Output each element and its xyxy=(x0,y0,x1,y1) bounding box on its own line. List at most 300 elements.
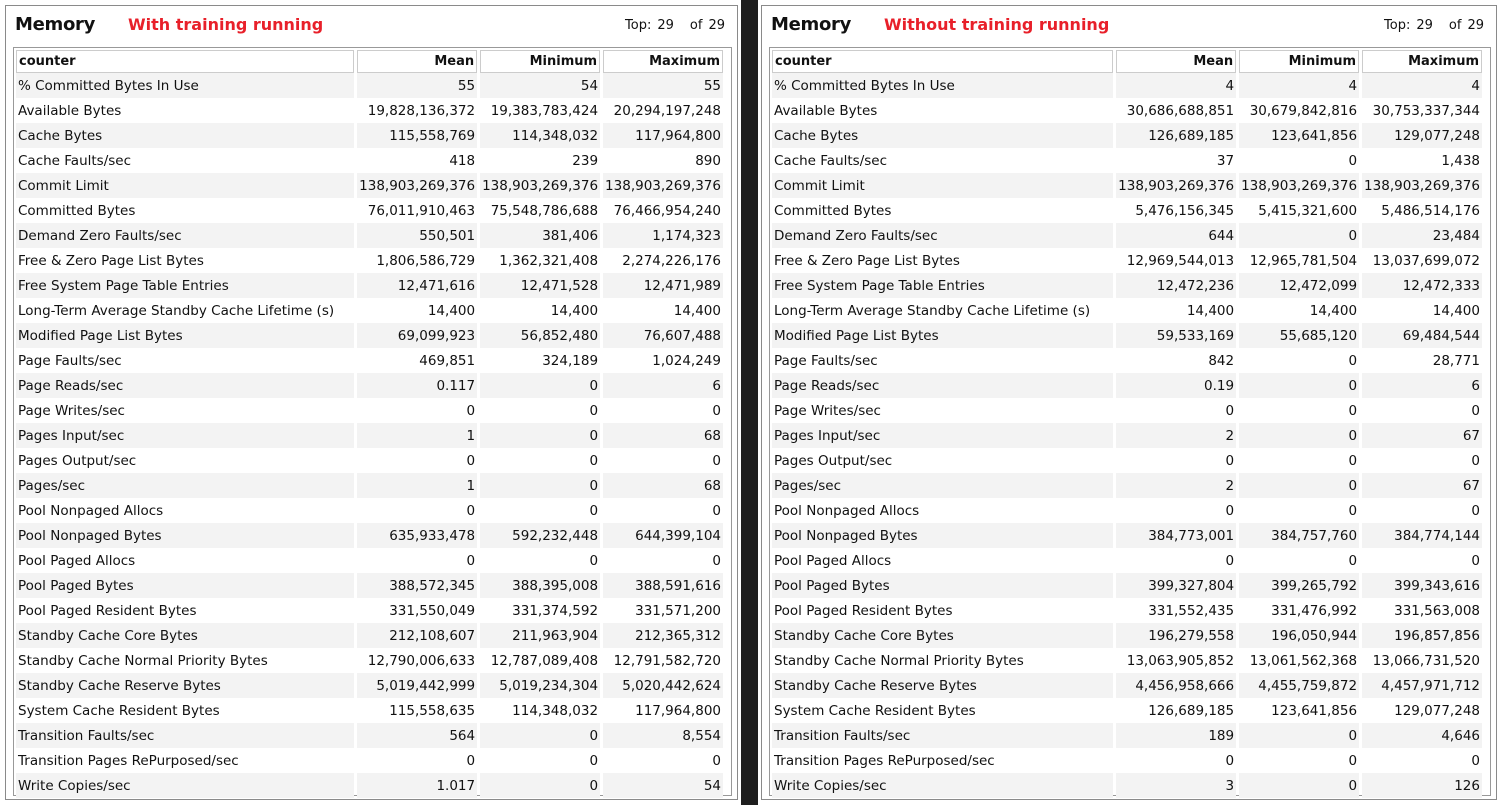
cell-counter: Write Copies/sec xyxy=(772,773,1113,798)
column-header-mean[interactable]: Mean xyxy=(357,50,477,73)
cell-counter: Page Reads/sec xyxy=(772,373,1113,398)
cell-minimum: 0 xyxy=(480,423,600,448)
cell-counter: Pool Paged Allocs xyxy=(774,552,892,569)
cell-counter: Committed Bytes xyxy=(774,202,892,219)
cell-minimum: 399,265,792 xyxy=(1239,573,1359,598)
table-row[interactable] xyxy=(772,423,1482,448)
cell-minimum: 4 xyxy=(1239,73,1359,98)
cell-counter: System Cache Resident Bytes xyxy=(18,702,220,719)
cell-mean: 5,476,156,345 xyxy=(1135,202,1235,219)
table-row[interactable] xyxy=(772,673,1482,698)
cell-mean: 0.117 xyxy=(357,373,477,398)
cell-counter: Free System Page Table Entries xyxy=(772,273,1113,298)
cell-counter: Available Bytes xyxy=(18,102,122,119)
cell-counter: Standby Cache Reserve Bytes xyxy=(16,673,354,698)
cell-minimum: 331,374,592 xyxy=(512,602,599,619)
cell-minimum: 0 xyxy=(1239,423,1359,448)
cell-minimum: 14,400 xyxy=(550,302,599,319)
table-row[interactable] xyxy=(16,198,723,223)
table-row[interactable] xyxy=(772,473,1482,498)
cell-mean: 0 xyxy=(466,502,476,519)
cell-minimum: 5,019,234,304 xyxy=(480,673,600,698)
cell-mean: 399,327,804 xyxy=(1116,573,1236,598)
cell-counter: Free System Page Table Entries xyxy=(16,273,354,298)
table-row[interactable] xyxy=(16,98,723,123)
cell-minimum: 19,383,783,424 xyxy=(490,102,599,119)
cell-minimum: 5,415,321,600 xyxy=(1258,202,1358,219)
cell-mean: 635,933,478 xyxy=(357,523,477,548)
table-row[interactable] xyxy=(16,73,723,98)
cell-mean: 76,011,910,463 xyxy=(367,202,476,219)
cell-counter: Modified Page List Bytes xyxy=(16,323,354,348)
cell-mean: 388,572,345 xyxy=(357,573,477,598)
cell-counter: Standby Cache Core Bytes xyxy=(772,623,1113,648)
cell-mean: 331,552,435 xyxy=(1148,602,1235,619)
cell-maximum: 1,024,249 xyxy=(652,352,721,369)
cell-mean: 418 xyxy=(449,152,476,169)
table-row[interactable] xyxy=(772,298,1482,323)
cell-counter: Write Copies/sec xyxy=(16,773,354,798)
cell-counter: Standby Cache Normal Priority Bytes xyxy=(774,652,1024,669)
cell-maximum: 0 xyxy=(1471,502,1480,519)
cell-maximum: 4,457,971,712 xyxy=(1362,673,1482,698)
panel-annotation: With training running xyxy=(128,15,324,34)
cell-minimum: 388,395,008 xyxy=(480,573,600,598)
table-row[interactable] xyxy=(16,598,723,623)
strip-line xyxy=(741,625,758,650)
cell-mean: 12,969,544,013 xyxy=(1126,252,1235,269)
cell-maximum: 0 xyxy=(712,402,721,419)
cell-maximum: 67 xyxy=(1362,473,1482,498)
table-row[interactable] xyxy=(16,348,723,373)
cell-counter: Cache Faults/sec xyxy=(774,152,888,169)
cell-counter: Demand Zero Faults/sec xyxy=(16,223,354,248)
table-row[interactable] xyxy=(16,248,723,273)
cell-mean: 189 xyxy=(1116,723,1236,748)
strip-line xyxy=(741,175,758,200)
cell-minimum: 0 xyxy=(480,373,600,398)
table-row[interactable] xyxy=(772,548,1482,573)
cell-minimum: 12,965,781,504 xyxy=(1249,252,1358,269)
cell-maximum: 0 xyxy=(1471,752,1480,769)
cell-mean: 644 xyxy=(1116,223,1236,248)
table-row[interactable] xyxy=(16,498,723,523)
table-row[interactable] xyxy=(772,398,1482,423)
cell-maximum: 20,294,197,248 xyxy=(613,102,721,119)
cell-mean: 550,501 xyxy=(357,223,477,248)
table-row[interactable] xyxy=(16,573,723,598)
cell-maximum: 644,399,104 xyxy=(603,523,723,548)
panel-title: Memory xyxy=(771,14,852,35)
cell-counter: Cache Bytes xyxy=(16,123,354,148)
cell-maximum: 5,020,442,624 xyxy=(603,673,723,698)
cell-counter: Page Writes/sec xyxy=(18,402,125,419)
column-header-minimum[interactable]: Minimum xyxy=(1239,50,1359,73)
cell-minimum: 0 xyxy=(1239,473,1359,498)
cell-maximum: 30,753,337,344 xyxy=(1372,102,1480,119)
table-row[interactable] xyxy=(772,373,1482,398)
table-row[interactable] xyxy=(772,698,1482,723)
table-row[interactable] xyxy=(772,348,1482,373)
cell-maximum: 12,791,582,720 xyxy=(613,652,721,669)
cell-maximum: 14,400 xyxy=(673,302,721,319)
cell-counter: Standby Cache Normal Priority Bytes xyxy=(18,652,268,669)
table-row[interactable] xyxy=(16,523,723,548)
strip-line xyxy=(741,500,758,525)
strip-line xyxy=(741,725,758,750)
cell-minimum: 114,348,032 xyxy=(512,702,599,719)
strip-line xyxy=(741,425,758,450)
cell-mean: 12,472,236 xyxy=(1116,273,1236,298)
cell-maximum: 6 xyxy=(1362,373,1482,398)
cell-maximum: 138,903,269,376 xyxy=(1362,173,1482,198)
cell-counter: Cache Faults/sec xyxy=(18,152,132,169)
of-value: 29 xyxy=(708,18,725,33)
table-row[interactable] xyxy=(16,273,723,298)
strip-line xyxy=(741,50,758,75)
cell-maximum: 129,077,248 xyxy=(1362,123,1482,148)
cell-minimum: 0 xyxy=(1348,752,1358,769)
cell-minimum: 0 xyxy=(589,502,599,519)
cell-minimum: 54 xyxy=(480,73,600,98)
cell-mean: 1 xyxy=(357,473,477,498)
cell-maximum: 331,571,200 xyxy=(635,602,721,619)
memory-panel-with-training xyxy=(5,5,738,800)
cell-mean: 196,279,558 xyxy=(1116,623,1236,648)
cell-mean: 14,400 xyxy=(427,302,476,319)
of-label: of xyxy=(1448,18,1462,33)
cell-counter: Page Reads/sec xyxy=(16,373,354,398)
column-header-minimum[interactable]: Minimum xyxy=(480,50,600,73)
column-header-maximum[interactable]: Maximum xyxy=(603,50,723,73)
strip-line xyxy=(741,25,758,50)
strip-line xyxy=(741,275,758,300)
cell-maximum: 117,964,800 xyxy=(635,702,721,719)
strip-line xyxy=(741,350,758,375)
cell-maximum: 55 xyxy=(603,73,723,98)
table-row[interactable] xyxy=(772,748,1482,773)
table-row[interactable] xyxy=(16,673,723,698)
cell-counter: Cache Bytes xyxy=(772,123,1113,148)
cell-counter: System Cache Resident Bytes xyxy=(774,702,976,719)
table-row[interactable] xyxy=(772,598,1482,623)
cell-maximum: 5,486,514,176 xyxy=(1381,202,1480,219)
strip-line xyxy=(741,575,758,600)
cell-counter: Long-Term Average Standby Cache Lifetime (s) xyxy=(774,302,1091,319)
cell-maximum: 68 xyxy=(603,423,723,448)
cell-minimum: 123,641,856 xyxy=(1239,123,1359,148)
table-row[interactable] xyxy=(772,648,1482,673)
cell-maximum: 54 xyxy=(603,773,723,798)
cell-mean: 2 xyxy=(1116,473,1236,498)
cell-mean: 126,689,185 xyxy=(1148,702,1235,719)
cell-counter: Free & Zero Page List Bytes xyxy=(18,252,204,269)
cell-maximum: 129,077,248 xyxy=(1394,702,1480,719)
panel-title: Memory xyxy=(15,14,96,35)
cell-minimum: 0 xyxy=(1348,402,1358,419)
table-row[interactable] xyxy=(772,223,1482,248)
column-header-counter[interactable]: counter xyxy=(772,50,1113,73)
cell-counter: Transition Pages RePurposed/sec xyxy=(774,752,995,769)
cell-mean: 469,851 xyxy=(419,352,476,369)
cell-counter: Pool Paged Bytes xyxy=(772,573,1113,598)
cell-maximum: 890 xyxy=(695,152,721,169)
top-count xyxy=(1378,18,1484,33)
cell-minimum: 0 xyxy=(1239,223,1359,248)
memory-panel-without-training xyxy=(761,5,1497,800)
cell-counter: Available Bytes xyxy=(774,102,878,119)
cell-counter: Page Faults/sec xyxy=(18,352,122,369)
cell-maximum: 28,771 xyxy=(1432,352,1480,369)
cell-mean: 126,689,185 xyxy=(1116,123,1236,148)
cell-mean: 69,099,923 xyxy=(357,323,477,348)
cell-minimum: 138,903,269,376 xyxy=(1239,173,1359,198)
cell-maximum: 212,365,312 xyxy=(603,623,723,648)
table-row[interactable] xyxy=(772,498,1482,523)
table-row[interactable] xyxy=(772,73,1482,98)
cell-mean: 2 xyxy=(1116,423,1236,448)
cell-maximum: 196,857,856 xyxy=(1362,623,1482,648)
cell-minimum: 0 xyxy=(480,773,600,798)
cell-minimum: 114,348,032 xyxy=(480,123,600,148)
cell-counter: Demand Zero Faults/sec xyxy=(772,223,1113,248)
cell-counter: Commit Limit xyxy=(16,173,354,198)
cell-minimum: 56,852,480 xyxy=(480,323,600,348)
cell-minimum: 12,471,528 xyxy=(480,273,600,298)
cell-mean: 0 xyxy=(466,402,476,419)
cell-maximum: 388,591,616 xyxy=(603,573,723,598)
table-row[interactable] xyxy=(772,123,1482,148)
cell-minimum: 239 xyxy=(572,152,599,169)
cell-minimum: 0 xyxy=(589,402,599,419)
cell-mean: 0 xyxy=(466,452,476,469)
cell-maximum: 0 xyxy=(712,552,721,569)
cell-mean: 115,558,769 xyxy=(357,123,477,148)
cell-minimum: 324,189 xyxy=(542,352,599,369)
column-header-counter[interactable]: counter xyxy=(16,50,354,73)
cell-mean: 384,773,001 xyxy=(1116,523,1236,548)
cell-counter: % Committed Bytes In Use xyxy=(16,73,354,98)
cell-maximum: 399,343,616 xyxy=(1362,573,1482,598)
strip-line xyxy=(741,0,758,25)
cell-maximum: 8,554 xyxy=(603,723,723,748)
cell-minimum: 0 xyxy=(480,473,600,498)
cell-counter: Pool Nonpaged Allocs xyxy=(774,502,920,519)
cell-mean: 138,903,269,376 xyxy=(357,173,477,198)
table-row[interactable] xyxy=(16,398,723,423)
cell-maximum: 0 xyxy=(1471,402,1480,419)
cell-minimum: 12,472,099 xyxy=(1239,273,1359,298)
cell-minimum: 123,641,856 xyxy=(1271,702,1358,719)
cell-minimum: 0 xyxy=(1348,502,1358,519)
table-row[interactable] xyxy=(772,273,1482,298)
cell-maximum: 76,607,488 xyxy=(603,323,723,348)
cell-mean: 0 xyxy=(466,552,476,569)
strip-line xyxy=(741,600,758,625)
cell-mean: 37 xyxy=(1216,152,1235,169)
cell-mean: 12,471,616 xyxy=(357,273,477,298)
cell-minimum: 0 xyxy=(1239,373,1359,398)
table-row[interactable] xyxy=(16,373,723,398)
cell-mean: 59,533,169 xyxy=(1116,323,1236,348)
cell-mean: 3 xyxy=(1116,773,1236,798)
table-row[interactable] xyxy=(772,523,1482,548)
strip-line xyxy=(741,550,758,575)
cell-minimum: 0 xyxy=(480,723,600,748)
cell-minimum: 55,685,120 xyxy=(1239,323,1359,348)
cell-maximum: 0 xyxy=(712,752,721,769)
cell-counter: Free & Zero Page List Bytes xyxy=(774,252,960,269)
table-row[interactable] xyxy=(16,773,723,798)
strip-line xyxy=(741,325,758,350)
strip-line xyxy=(741,650,758,675)
cell-maximum: 6 xyxy=(603,373,723,398)
strip-line xyxy=(741,475,758,500)
cell-maximum: 2,274,226,176 xyxy=(622,252,721,269)
table-row[interactable] xyxy=(772,323,1482,348)
cell-mean: 842 xyxy=(1208,352,1235,369)
cell-mean: 115,558,635 xyxy=(389,702,476,719)
column-header-maximum[interactable]: Maximum xyxy=(1362,50,1482,73)
table-row[interactable] xyxy=(16,623,723,648)
cell-maximum: 1,438 xyxy=(1441,152,1480,169)
cell-minimum: 0 xyxy=(1348,152,1358,169)
top-value[interactable]: 29 xyxy=(657,18,674,33)
table-row[interactable] xyxy=(16,123,723,148)
table-row[interactable] xyxy=(772,198,1482,223)
table-row[interactable] xyxy=(16,548,723,573)
cell-maximum: 14,400 xyxy=(1432,302,1480,319)
cell-mean: 564 xyxy=(357,723,477,748)
cell-minimum: 0 xyxy=(1239,723,1359,748)
cell-counter: Pages Output/sec xyxy=(774,452,893,469)
table-row[interactable] xyxy=(772,173,1482,198)
panel-annotation: Without training running xyxy=(884,15,1110,34)
strip-line xyxy=(741,225,758,250)
cell-minimum: 0 xyxy=(589,452,599,469)
cell-counter: Pool Nonpaged Allocs xyxy=(18,502,164,519)
cell-maximum: 126 xyxy=(1362,773,1482,798)
table-row[interactable] xyxy=(16,223,723,248)
cell-minimum: 592,232,448 xyxy=(480,523,600,548)
table-row[interactable] xyxy=(772,723,1482,748)
cell-counter: Pages/sec xyxy=(772,473,1113,498)
table-row[interactable] xyxy=(772,773,1482,798)
strip-line xyxy=(741,375,758,400)
cell-maximum: 0 xyxy=(712,452,721,469)
table-row[interactable] xyxy=(16,648,723,673)
cell-maximum: 68 xyxy=(603,473,723,498)
table-row[interactable] xyxy=(16,298,723,323)
of-value: 29 xyxy=(1467,18,1484,33)
top-value[interactable]: 29 xyxy=(1416,18,1433,33)
cell-counter: Page Faults/sec xyxy=(774,352,878,369)
cell-counter: Pool Paged Resident Bytes xyxy=(18,602,197,619)
cell-counter: Pool Nonpaged Bytes xyxy=(772,523,1113,548)
table-row[interactable] xyxy=(772,448,1482,473)
cell-mean: 212,108,607 xyxy=(357,623,477,648)
cell-maximum: 384,774,144 xyxy=(1362,523,1482,548)
table-row[interactable] xyxy=(772,148,1482,173)
cell-mean: 30,686,688,851 xyxy=(1126,102,1235,119)
cell-mean: 0.19 xyxy=(1116,373,1236,398)
cell-minimum: 196,050,944 xyxy=(1239,623,1359,648)
table-row[interactable] xyxy=(16,448,723,473)
table-row[interactable] xyxy=(772,248,1482,273)
table-row[interactable] xyxy=(772,623,1482,648)
cell-mean: 12,790,006,633 xyxy=(367,652,476,669)
table-row[interactable] xyxy=(772,573,1482,598)
cell-counter: Pages Input/sec xyxy=(772,423,1113,448)
column-header-mean[interactable]: Mean xyxy=(1116,50,1236,73)
cell-minimum: 0 xyxy=(1348,352,1358,369)
top-label: Top: xyxy=(625,18,652,33)
cell-mean: 55 xyxy=(357,73,477,98)
cell-maximum: 0 xyxy=(1471,452,1480,469)
cell-maximum: 4,646 xyxy=(1362,723,1482,748)
cell-minimum: 30,679,842,816 xyxy=(1249,102,1358,119)
cell-mean: 13,063,905,852 xyxy=(1126,652,1235,669)
cell-counter: Pool Paged Allocs xyxy=(18,552,136,569)
cell-maximum: 331,563,008 xyxy=(1394,602,1480,619)
table-row[interactable] xyxy=(16,323,723,348)
cell-counter: Transition Faults/sec xyxy=(772,723,1113,748)
cell-counter: Transition Pages RePurposed/sec xyxy=(18,752,239,769)
cell-minimum: 0 xyxy=(1239,773,1359,798)
cell-mean: 5,019,442,999 xyxy=(357,673,477,698)
cell-counter: Page Writes/sec xyxy=(774,402,881,419)
cell-maximum: 13,037,699,072 xyxy=(1372,252,1480,269)
cell-maximum: 0 xyxy=(712,502,721,519)
cell-counter: Pages/sec xyxy=(16,473,354,498)
table-row[interactable] xyxy=(16,748,723,773)
cell-counter: Long-Term Average Standby Cache Lifetime (s) xyxy=(18,302,335,319)
table-row[interactable] xyxy=(16,698,723,723)
cell-minimum: 331,476,992 xyxy=(1271,602,1358,619)
table-row[interactable] xyxy=(16,723,723,748)
cell-minimum: 138,903,269,376 xyxy=(480,173,600,198)
strip-line xyxy=(741,450,758,475)
cell-maximum: 1,174,323 xyxy=(603,223,723,248)
cell-maximum: 12,471,989 xyxy=(603,273,723,298)
cell-mean: 0 xyxy=(1225,502,1235,519)
table-row[interactable] xyxy=(16,173,723,198)
cell-maximum: 69,484,544 xyxy=(1362,323,1482,348)
cell-minimum: 4,455,759,872 xyxy=(1239,673,1359,698)
cell-mean: 331,550,049 xyxy=(389,602,476,619)
table-header xyxy=(772,50,1482,73)
background-window-strip xyxy=(741,0,758,805)
cell-mean: 0 xyxy=(1225,752,1235,769)
cell-minimum: 0 xyxy=(1348,452,1358,469)
table-row[interactable] xyxy=(16,423,723,448)
cell-maximum: 76,466,954,240 xyxy=(613,202,721,219)
cell-counter: % Committed Bytes In Use xyxy=(772,73,1113,98)
cell-counter: Transition Faults/sec xyxy=(16,723,354,748)
table-row[interactable] xyxy=(16,473,723,498)
cell-minimum: 211,963,904 xyxy=(480,623,600,648)
table-row[interactable] xyxy=(16,148,723,173)
cell-mean: 4 xyxy=(1116,73,1236,98)
cell-mean: 1 xyxy=(357,423,477,448)
cell-minimum: 381,406 xyxy=(480,223,600,248)
top-count xyxy=(619,18,725,33)
table-row[interactable] xyxy=(772,98,1482,123)
cell-mean: 1.017 xyxy=(357,773,477,798)
cell-counter: Standby Cache Reserve Bytes xyxy=(772,673,1113,698)
cell-mean: 19,828,136,372 xyxy=(367,102,476,119)
cell-minimum: 14,400 xyxy=(1309,302,1358,319)
